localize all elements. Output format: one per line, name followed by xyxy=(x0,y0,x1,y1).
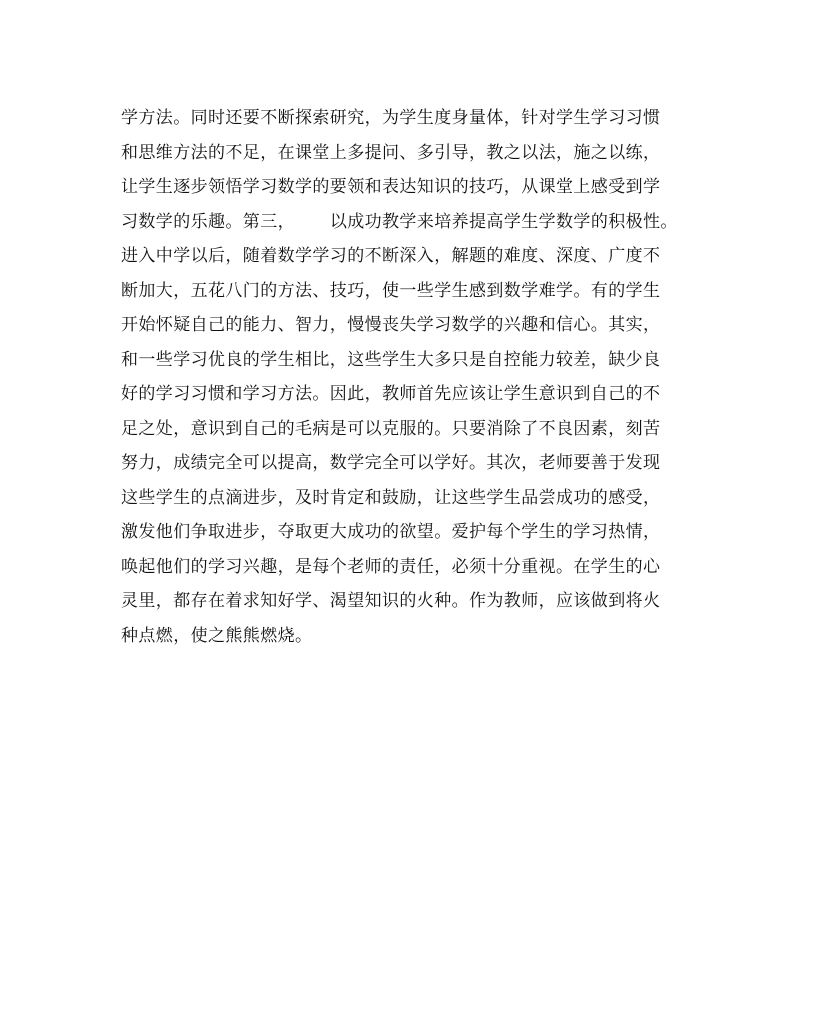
text-line-9: 好的学习习惯和学习方法。因此，教师首先应该让学生意识到自己的不 xyxy=(121,384,661,404)
text-line-14: 唤起他们的学习兴趣，是每个老师的责任，必须十分重视。在学生的心 xyxy=(121,556,661,577)
text-line-8: 和一些学习优良的学生相比，这些学生大多只是自控能力较差，缺少良 xyxy=(121,349,661,370)
text-line-6: 断加大，五花八门的方法、技巧，使一些学生感到数学难学。有的学生 xyxy=(121,280,661,301)
text-line-11: 努力，成绩完全可以提高，数学完全可以学好。其次，老师要善于发现 xyxy=(121,453,661,473)
text-line-15: 灵里，都存在着求知好学、渴望知识的火种。作为教师，应该做到将火 xyxy=(121,591,661,611)
text-line-4: 习数学的乐趣。第三， 以成功教学来培养提高学生学数学的积极性。 xyxy=(121,211,678,232)
text-line-2: 和思维方法的不足，在课堂上多提问、多引导，教之以法，施之以练， xyxy=(121,142,661,163)
text-line-3: 让学生逐步领悟学习数学的要领和表达知识的技巧，从课堂上感受到学 xyxy=(121,177,661,197)
text-line-12: 这些学生的点滴进步，及时肯定和鼓励，让这些学生品尝成功的感受， xyxy=(121,487,661,508)
text-line-7: 开始怀疑自己的能力、智力，慢慢丧失学习数学的兴趣和信心。其实， xyxy=(121,315,661,335)
body-text xyxy=(121,101,701,653)
text-line-1: 学方法。同时还要不断探索研究，为学生度身量体，针对学生学习习惯 xyxy=(121,108,661,128)
text-line-5: 进入中学以后，随着数学学习的不断深入，解题的难度、深度、广度不 xyxy=(121,246,661,266)
text-line-10: 足之处，意识到自己的毛病是可以克服的。只要消除了不良因素，刻苦 xyxy=(121,418,661,439)
text-line-13: 激发他们争取进步，夺取更大成功的欲望。爱护每个学生的学习热情， xyxy=(121,522,661,542)
text-line-16: 种点燃，使之熊熊燃烧。 xyxy=(121,625,313,646)
